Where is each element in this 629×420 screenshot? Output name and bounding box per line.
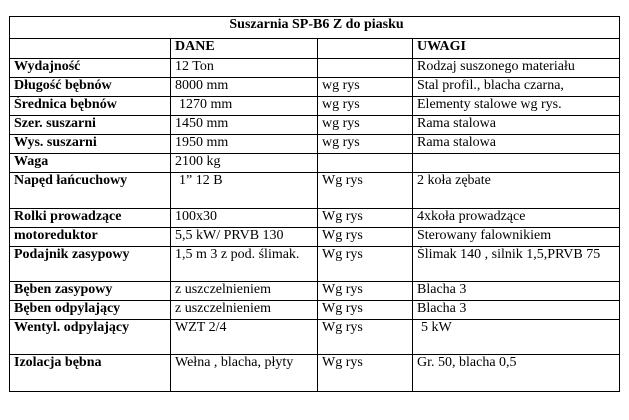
table-row xyxy=(10,228,620,247)
row-ref: wg rys xyxy=(318,97,413,116)
row-value: 12 Ton xyxy=(171,59,318,78)
table-row xyxy=(10,154,620,173)
row-note: 5 kW xyxy=(413,320,620,355)
row-name: Bęben zasypowy xyxy=(10,282,171,301)
table-row xyxy=(10,78,620,97)
row-note: Rama stalowa xyxy=(413,135,620,154)
row-name: Wentyl. odpylający xyxy=(10,320,171,355)
row-note xyxy=(413,154,620,173)
row-value: 8000 mm xyxy=(171,78,318,97)
table-row xyxy=(10,247,620,282)
table-row xyxy=(10,320,620,355)
row-note: Blacha 3 xyxy=(413,282,620,301)
table-row xyxy=(10,173,620,209)
row-ref: Wg rys xyxy=(318,228,413,247)
row-name: Izolacja bębna xyxy=(10,355,171,392)
row-ref xyxy=(318,154,413,173)
header-empty-cell xyxy=(318,39,413,59)
row-name: Rolki prowadzące xyxy=(10,209,171,228)
row-value: z uszczelnieniem xyxy=(171,282,318,301)
table-row xyxy=(10,355,620,392)
row-ref: Wg rys xyxy=(318,355,413,392)
header-uwagi: UWAGI xyxy=(413,39,620,59)
header-dane: DANE xyxy=(171,39,318,59)
row-ref: Wg rys xyxy=(318,209,413,228)
row-ref: wg rys xyxy=(318,135,413,154)
table-row xyxy=(10,135,620,154)
row-note: Elementy stalowe wg rys. xyxy=(413,97,620,116)
row-note: Rodzaj suszonego materiału xyxy=(413,59,620,78)
row-name: Podajnik zasypowy xyxy=(10,247,171,282)
row-note: Rama stalowa xyxy=(413,116,620,135)
row-note: 2 koła zębate xyxy=(413,173,620,209)
row-value: 1950 mm xyxy=(171,135,318,154)
header-empty-cell xyxy=(10,39,171,59)
table-title: Suszarnia SP-B6 Z do piasku xyxy=(10,17,620,39)
row-value: 1,5 m 3 z pod. ślimak. xyxy=(171,247,318,282)
header-row xyxy=(10,39,620,59)
row-name: Waga xyxy=(10,154,171,173)
table-row xyxy=(10,301,620,320)
row-note: Sterowany falownikiem xyxy=(413,228,620,247)
row-ref: Wg rys xyxy=(318,173,413,209)
row-name: Długość bębnów xyxy=(10,78,171,97)
row-name: Wys. suszarni xyxy=(10,135,171,154)
row-note: Stal profil., blacha czarna, xyxy=(413,78,620,97)
table-row xyxy=(10,59,620,78)
row-name: motoreduktor xyxy=(10,228,171,247)
row-note: 4xkoła prowadzące xyxy=(413,209,620,228)
row-name: Wydajność xyxy=(10,59,171,78)
table-row xyxy=(10,282,620,301)
row-value: Wełna , blacha, płyty xyxy=(171,355,318,392)
row-note: Blacha 3 xyxy=(413,301,620,320)
row-ref xyxy=(318,59,413,78)
row-value: 1” 12 B xyxy=(171,173,318,209)
row-name: Bęben odpylający xyxy=(10,301,171,320)
row-value: 100x30 xyxy=(171,209,318,228)
row-value: 1270 mm xyxy=(171,97,318,116)
row-ref: Wg rys xyxy=(318,301,413,320)
row-name: Średnica bębnów xyxy=(10,97,171,116)
row-value: z uszczelnieniem xyxy=(171,301,318,320)
row-ref: Wg rys xyxy=(318,247,413,282)
row-ref: Wg rys xyxy=(318,282,413,301)
row-value: 2100 kg xyxy=(171,154,318,173)
table-row xyxy=(10,209,620,228)
row-ref: wg rys xyxy=(318,116,413,135)
title-row xyxy=(10,17,620,39)
row-ref: wg rys xyxy=(318,78,413,97)
row-note: Ślimak 140 , silnik 1,5,PRVB 75 xyxy=(413,247,620,282)
row-name: Szer. suszarni xyxy=(10,116,171,135)
table-row xyxy=(10,116,620,135)
row-value: 1450 mm xyxy=(171,116,318,135)
spec-table xyxy=(9,16,620,392)
row-ref: Wg rys xyxy=(318,320,413,355)
row-value: 5,5 kW/ PRVB 130 xyxy=(171,228,318,247)
table-row xyxy=(10,97,620,116)
row-name: Napęd łańcuchowy xyxy=(10,173,171,209)
row-note: Gr. 50, blacha 0,5 xyxy=(413,355,620,392)
row-value: WZT 2/4 xyxy=(171,320,318,355)
